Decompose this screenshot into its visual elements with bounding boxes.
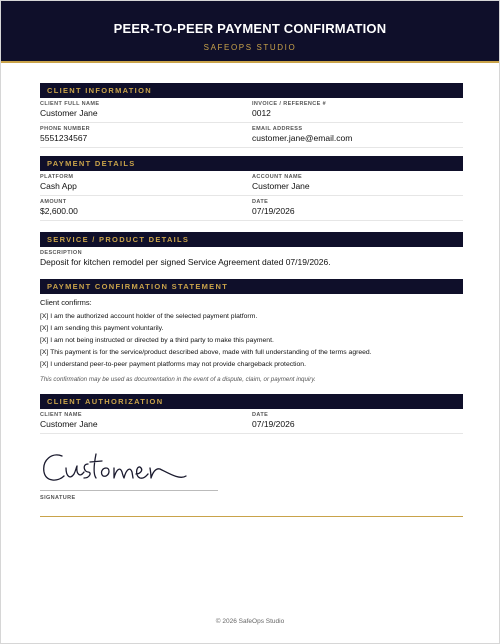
phone-label: PHONE NUMBER [40,126,91,132]
invoice-field [252,98,463,123]
signature-line [40,490,218,491]
description-label: DESCRIPTION [40,250,82,256]
dispute-note: This confirmation may be used as documentation in the event of a dispute, claim, or payment inquiry. [40,376,316,383]
client-name-field [40,98,252,123]
document-header [1,1,499,63]
phone-field [40,123,252,148]
client-info-grid [40,98,463,148]
authorization-grid [40,409,463,434]
account-name-value: Customer Jane [252,181,310,191]
payment-date-field [252,196,463,221]
payment-details-heading: PAYMENT DETAILS [40,156,463,171]
confirm-item: [X] This payment is for the service/product described above, made with full understanding of the terms agreed. [40,349,372,356]
amount-label: AMOUNT [40,199,67,205]
client-info-heading: CLIENT INFORMATION [40,83,463,98]
service-details-heading: SERVICE / PRODUCT DETAILS [40,232,463,247]
payment-date-value: 07/19/2026 [252,206,295,216]
email-field [252,123,463,148]
signature-label: SIGNATURE [40,495,76,501]
invoice-value: 0012 [252,108,271,118]
auth-client-name-label: CLIENT NAME [40,412,82,418]
auth-client-name-value: Customer Jane [40,419,98,429]
confirmation-statement-heading: PAYMENT CONFIRMATION STATEMENT [40,279,463,294]
platform-field [40,171,252,196]
account-name-label: ACCOUNT NAME [252,174,303,180]
amount-value: $2,600.00 [40,206,78,216]
company-name: SAFEOPS STUDIO [203,43,297,52]
auth-date-label: DATE [252,412,269,418]
auth-date-field [252,409,463,434]
phone-value: 5551234567 [40,133,88,143]
amount-field [40,196,252,221]
payment-date-label: DATE [252,199,269,205]
auth-date-value: 07/19/2026 [252,419,295,429]
copyright-footer: © 2026 SafeOps Studio [215,618,285,625]
email-label: EMAIL ADDRESS [252,126,303,132]
client-authorization-heading: CLIENT AUTHORIZATION [40,394,463,409]
description-value: Deposit for kitchen remodel per signed Service Agreement dated 07/19/2026. [40,257,331,267]
confirm-item: [X] I am not being instructed or directed by a third party to make this payment. [40,337,274,344]
client-name-value: Customer Jane [40,108,98,118]
confirm-item: [X] I am the authorized account holder of the selected payment platform. [40,313,258,320]
footer-divider [40,516,463,517]
signature-area [40,444,463,504]
signature-image [40,446,200,490]
document-body [40,83,463,517]
confirm-intro: Client confirms: [40,298,92,307]
confirm-item: [X] I am sending this payment voluntarily. [40,325,164,332]
invoice-label: INVOICE / REFERENCE # [252,101,327,107]
email-value: customer.jane@email.com [252,133,353,143]
payment-details-grid [40,171,463,221]
platform-value: Cash App [40,181,77,191]
client-name-label: CLIENT FULL NAME [40,101,100,107]
auth-client-name-field [40,409,252,434]
account-name-field [252,171,463,196]
platform-label: PLATFORM [40,174,74,180]
document-title: PEER-TO-PEER PAYMENT CONFIRMATION [113,21,387,36]
confirm-item: [X] I understand peer-to-peer payment platforms may not provide chargeback protection. [40,361,306,368]
